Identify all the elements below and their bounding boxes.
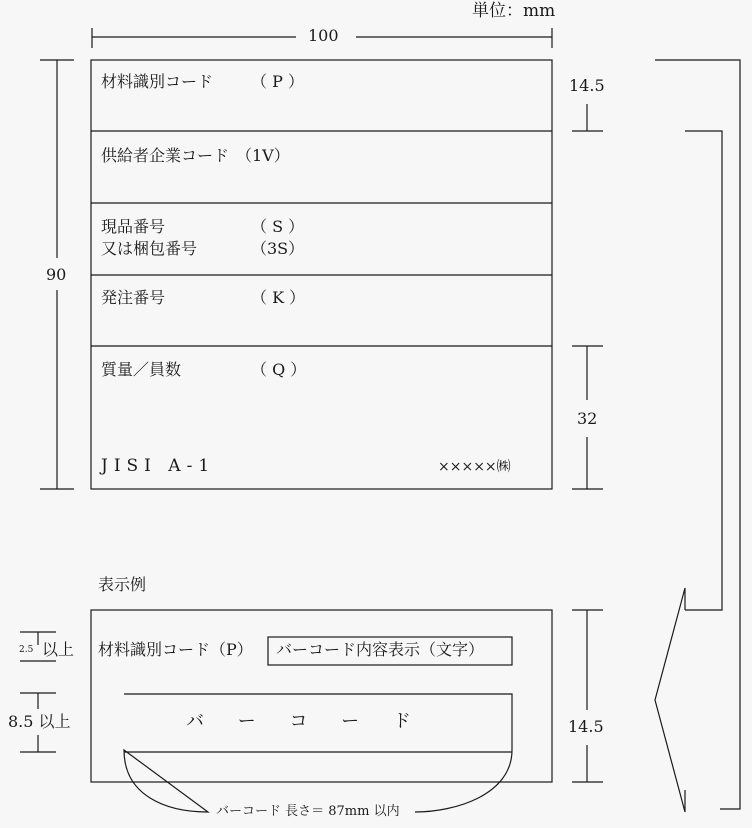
example-content-label: バーコード内容表示（文字）: [276, 640, 485, 659]
width-label: 100: [308, 26, 339, 45]
example-title: 表示例: [98, 575, 147, 594]
arrow-head: [655, 588, 685, 812]
unit-label: 単位：mm: [472, 1, 556, 21]
row-s-name: 現品番号: [101, 217, 166, 236]
row-q-name: 質量／員数: [101, 360, 182, 379]
example-outline: [91, 610, 552, 782]
company-label: ×××××㈱: [438, 459, 511, 475]
spec-label: JISI A-1: [101, 456, 216, 476]
row-q-code: （ Q ）: [251, 360, 307, 379]
barcode-length-note: バーコード 長さ＝ 87mm 以内: [210, 805, 406, 818]
example-field-label: 材料識別コード（P）: [98, 640, 253, 659]
row-1v-code: （1V）: [236, 146, 290, 165]
row-s-code: （ S ）: [251, 217, 305, 236]
bottom-height-label: 32: [577, 409, 598, 428]
height-label: 90: [46, 265, 67, 284]
row-p-code: （ P ）: [251, 72, 304, 91]
gap-suffix-label: 以上: [42, 640, 75, 659]
row-3s-code: （3S）: [251, 239, 305, 258]
row1-height-label: 14.5: [569, 76, 605, 95]
row-1v-name: 供給者企業コード: [101, 146, 230, 165]
bar-height-label: 8.5 以上: [8, 712, 71, 731]
barcode-label: バ ー コ ー ド: [186, 711, 425, 732]
row-k-name: 発注番号: [101, 288, 166, 307]
gap-value-label: 2.5: [19, 645, 34, 655]
connector-outer: [655, 60, 740, 809]
example-height-label: 14.5: [568, 717, 604, 736]
row-k-code: （ K ）: [251, 288, 306, 307]
row-3s-name: 又は梱包番号: [101, 239, 198, 258]
row-p-name: 材料識別コード: [101, 72, 214, 91]
connector-inner: [685, 131, 722, 610]
